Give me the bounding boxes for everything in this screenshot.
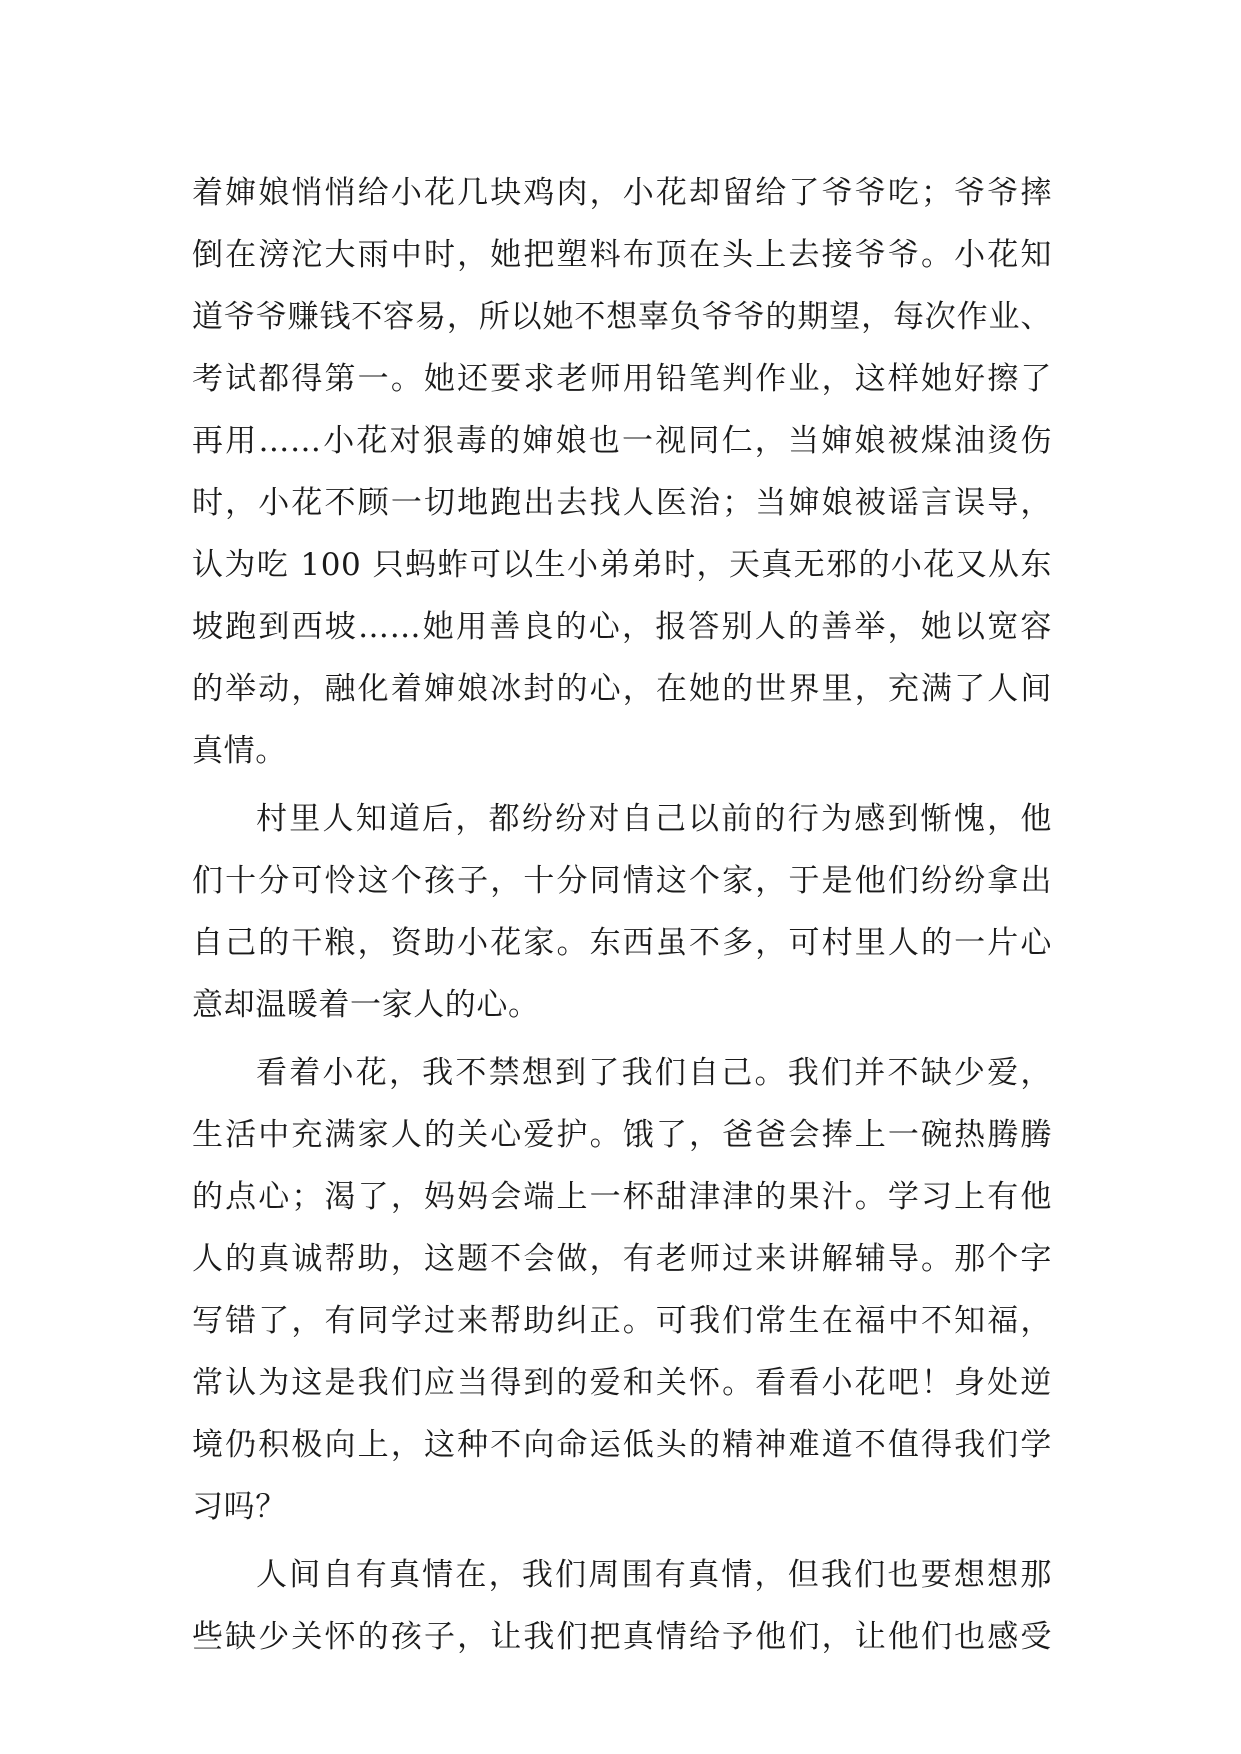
text-line: 道爷爷赚钱不容易，所以她不想辜负爷爷的期望，每次作业、: [192, 299, 1052, 335]
text-line: 些缺少关怀的孩子，让我们把真情给予他们，让他们也感受: [192, 1619, 1052, 1655]
paragraph-3: [192, 1042, 1052, 1538]
text-line: 们十分可怜这个孩子，十分同情这个家，于是他们纷纷拿出: [192, 863, 1052, 899]
text-line: 常认为这是我们应当得到的爱和关怀。看看小花吧！身处逆: [192, 1365, 1052, 1401]
text-line: 看着小花，我不禁想到了我们自己。我们并不缺少爱，: [256, 1055, 1052, 1091]
text-line: 坡跑到西坡……她用善良的心，报答别人的善举，她以宽容: [192, 609, 1052, 645]
text-line: 真情。: [192, 733, 287, 769]
text-line: 的举动，融化着婶娘冰封的心，在她的世界里，充满了人间: [192, 671, 1052, 707]
text-line: 考试都得第一。她还要求老师用铅笔判作业，这样她好擦了: [192, 361, 1052, 397]
text-line: 着婶娘悄悄给小花几块鸡肉，小花却留给了爷爷吃；爷爷摔: [192, 175, 1052, 211]
text-line: 境仍积极向上，这种不向命运低头的精神难道不值得我们学: [192, 1427, 1052, 1463]
text-line: 写错了，有同学过来帮助纠正。可我们常生在福中不知福，: [192, 1303, 1052, 1339]
paragraph-4: [192, 1544, 1052, 1668]
text-line: 村里人知道后，都纷纷对自己以前的行为感到惭愧，他: [256, 801, 1052, 837]
text-line: 生活中充满家人的关心爱护。饿了，爸爸会捧上一碗热腾腾: [192, 1117, 1052, 1153]
text-line: 时，小花不顾一切地跑出去找人医治；当婶娘被谣言误导，: [192, 485, 1052, 521]
body-text: [192, 162, 1052, 1668]
text-line: 倒在滂沱大雨中时，她把塑料布顶在头上去接爷爷。小花知: [192, 237, 1052, 273]
text-line: 人的真诚帮助，这题不会做，有老师过来讲解辅导。那个字: [192, 1241, 1052, 1277]
text-line: 再用……小花对狠毒的婶娘也一视同仁，当婶娘被煤油烫伤: [192, 423, 1052, 459]
paragraph-1: [192, 162, 1052, 782]
paragraph-2: [192, 788, 1052, 1036]
text-line: 认为吃 100 只蚂蚱可以生小弟弟时，天真无邪的小花又从东: [192, 547, 1052, 583]
text-line: 意却温暖着一家人的心。: [192, 987, 540, 1023]
text-line: 习吗？: [192, 1489, 287, 1525]
text-line: 的点心；渴了，妈妈会端上一杯甜津津的果汁。学习上有他: [192, 1179, 1052, 1215]
text-line: 自己的干粮，资助小花家。东西虽不多，可村里人的一片心: [192, 925, 1052, 961]
text-line: 人间自有真情在，我们周围有真情，但我们也要想想那: [256, 1557, 1052, 1593]
